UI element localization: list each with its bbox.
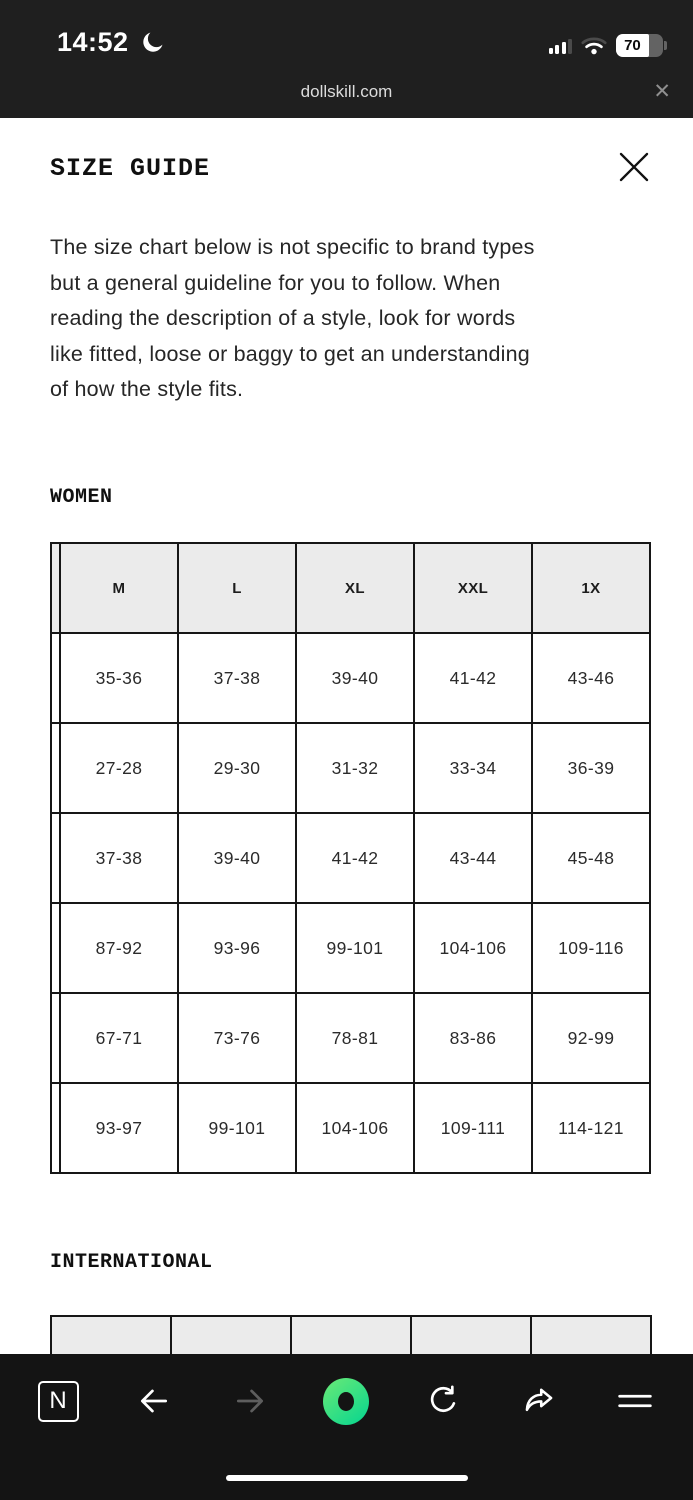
size-cell: 99-101 xyxy=(178,1083,296,1173)
wifi-icon xyxy=(581,36,607,55)
size-cell: 36-39 xyxy=(532,723,650,813)
size-cell: 92-99 xyxy=(532,993,650,1083)
size-cell: 114-121 xyxy=(532,1083,650,1173)
battery-nub xyxy=(664,41,667,50)
size-cell: 87-92 xyxy=(60,903,178,993)
clipped-column-sliver xyxy=(51,633,60,723)
battery-icon xyxy=(616,34,663,57)
size-cell: 67-71 xyxy=(60,993,178,1083)
women-section-heading: WOMEN xyxy=(50,486,113,509)
table-header-row xyxy=(51,543,650,633)
international-size-table[interactable] xyxy=(50,1315,640,1354)
cellular-signal-icon xyxy=(549,38,573,54)
size-cell: 43-46 xyxy=(532,633,650,723)
menu-icon[interactable] xyxy=(612,1378,658,1424)
reload-icon[interactable] xyxy=(420,1378,466,1424)
size-cell: 93-96 xyxy=(178,903,296,993)
description-line: like fitted, loose or baggy to get an understanding xyxy=(50,341,530,366)
size-cell: 99-101 xyxy=(296,903,414,993)
browser-toolbar xyxy=(0,1354,693,1500)
size-cell: 104-106 xyxy=(414,903,532,993)
table-row xyxy=(51,723,650,813)
size-cell: 29-30 xyxy=(178,723,296,813)
moon-icon xyxy=(139,30,165,56)
size-cell: 27-28 xyxy=(60,723,178,813)
size-cell: 109-111 xyxy=(414,1083,532,1173)
size-cell: 31-32 xyxy=(296,723,414,813)
battery-percent: 70 xyxy=(624,37,641,54)
clipped-column-sliver xyxy=(51,813,60,903)
size-column-header: XL xyxy=(296,543,414,633)
size-cell: 41-42 xyxy=(296,813,414,903)
forward-arrow-icon[interactable] xyxy=(227,1378,273,1424)
size-cell: 39-40 xyxy=(296,633,414,723)
size-cell: 35-36 xyxy=(60,633,178,723)
share-icon[interactable] xyxy=(516,1378,562,1424)
size-cell: 109-116 xyxy=(532,903,650,993)
page-title: SIZE GUIDE xyxy=(50,154,211,183)
description-line: The size chart below is not specific to brand types xyxy=(50,235,535,259)
size-column-header: 1X xyxy=(532,543,650,633)
description-line: of how the style fits. xyxy=(50,377,244,401)
naver-app-icon[interactable] xyxy=(35,1378,81,1424)
clipped-column-sliver xyxy=(51,993,60,1083)
clipped-column-sliver xyxy=(51,903,60,993)
size-cell: 93-97 xyxy=(60,1083,178,1173)
size-cell: 83-86 xyxy=(414,993,532,1083)
browser-close-icon[interactable]: ✕ xyxy=(653,80,671,103)
close-icon[interactable] xyxy=(616,149,652,185)
size-cell: 45-48 xyxy=(532,813,650,903)
size-column-header: L xyxy=(178,543,296,633)
status-icons xyxy=(549,34,668,57)
top-chrome xyxy=(0,0,693,118)
size-cell: 43-44 xyxy=(414,813,532,903)
clipped-column-sliver xyxy=(51,723,60,813)
clipped-column-sliver xyxy=(51,1083,60,1173)
size-column-header: M xyxy=(60,543,178,633)
browser-url: dollskill.com xyxy=(300,82,393,101)
description-line: reading the description of a style, look for words xyxy=(50,306,516,330)
women-size-table[interactable] xyxy=(50,542,636,1176)
size-cell: 37-38 xyxy=(178,633,296,723)
size-guide-description xyxy=(50,230,660,408)
naver-n-logo: N xyxy=(38,1381,79,1422)
table-row xyxy=(51,813,650,903)
table-row xyxy=(51,903,650,993)
clipped-column-sliver xyxy=(51,543,60,633)
size-cell: 41-42 xyxy=(414,633,532,723)
size-cell: 73-76 xyxy=(178,993,296,1083)
size-column-header: XXL xyxy=(414,543,532,633)
size-cell: 37-38 xyxy=(60,813,178,903)
table-row xyxy=(51,633,650,723)
size-cell: 39-40 xyxy=(178,813,296,903)
table-row xyxy=(51,993,650,1083)
international-section-heading: INTERNATIONAL xyxy=(50,1251,213,1274)
size-cell: 78-81 xyxy=(296,993,414,1083)
description-line: but a general guideline for you to follow. When xyxy=(50,270,501,295)
status-time: 14:52 xyxy=(57,27,129,57)
table-row xyxy=(51,1083,650,1173)
page-content[interactable] xyxy=(0,118,693,1354)
home-indicator[interactable] xyxy=(226,1475,468,1481)
back-arrow-icon[interactable] xyxy=(131,1378,177,1424)
size-cell: 104-106 xyxy=(296,1083,414,1173)
size-cell: 33-34 xyxy=(414,723,532,813)
green-dot-icon[interactable] xyxy=(323,1378,369,1424)
